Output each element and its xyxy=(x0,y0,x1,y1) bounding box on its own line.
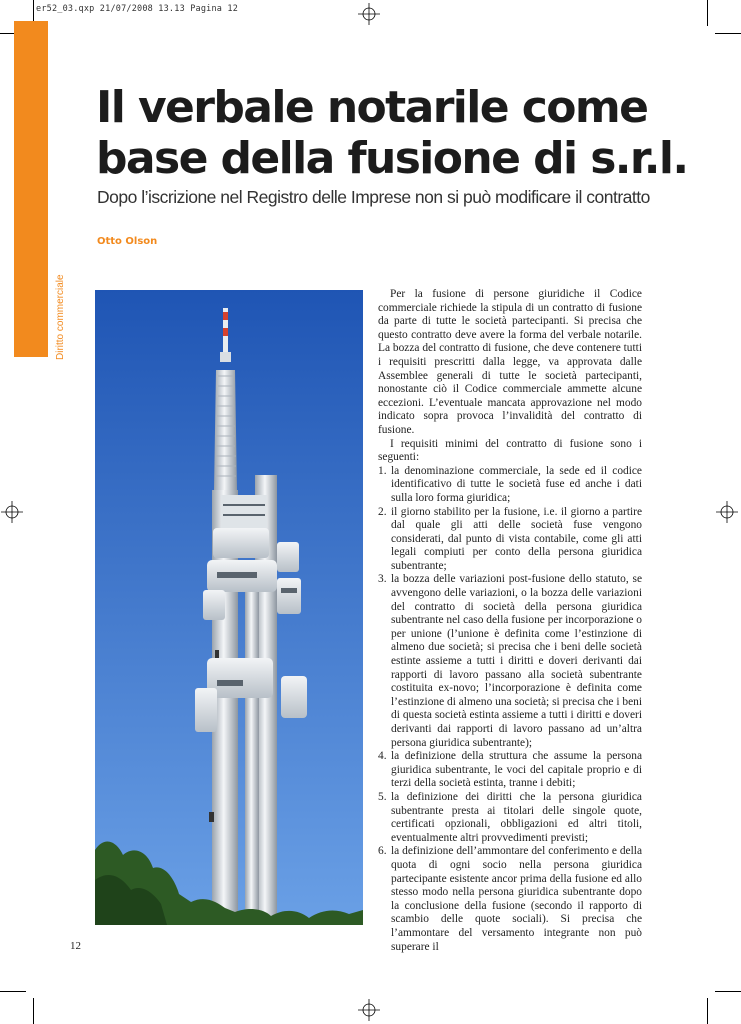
paragraph: I requisiti minimi del contratto di fusione sono i seguenti: xyxy=(378,437,642,464)
registration-mark-icon xyxy=(1,501,23,523)
article-title: Il verbale notarile come base della fusione di s.r.l. xyxy=(96,82,688,184)
list-text: il giorno stabilito per la fusione, i.e. il giorno a partire dal quale gli atti delle società fuse vengono considerati, dal punto di vista contabile, come gli atti legali compiuti per conto della persona giuridica subentrante; xyxy=(391,505,642,572)
list-item xyxy=(378,465,642,506)
list-item xyxy=(378,573,642,750)
list-item xyxy=(378,750,642,791)
crop-mark xyxy=(33,998,34,1024)
registration-mark-icon xyxy=(358,999,380,1021)
section-label: Diritto commerciale xyxy=(55,274,66,360)
article-body xyxy=(378,288,642,954)
crop-mark xyxy=(0,991,26,992)
list-number: 6. xyxy=(378,845,387,858)
crop-mark xyxy=(707,998,708,1024)
list-text: la definizione dell’ammontare del conferimento e della quota di ogni socio nella persona giuridica partecipante esistente ancor prima della fusione ed allo stesso modo nella persona giuridica subentrante dopo la conclusione della fusione (secondo il rapporto di scambio delle quote sociali). Si precisa che l’ammontare del versamento integrante non può superare il xyxy=(391,845,642,953)
list-text: la definizione dei diritti che la persona giuridica subentrante presta ai titolari delle singole quote, certificati opzionali, obbligazioni ed altri titoli, eventualmente altri provvedimenti previsti; xyxy=(391,790,642,844)
requirements-list xyxy=(378,465,642,954)
list-text: la denominazione commerciale, la sede ed il codice identificativo di tutte le società fuse ed anche i dati sulla loro forma giuridica; xyxy=(391,464,642,504)
list-number: 2. xyxy=(378,505,387,518)
article-subtitle: Dopo l’iscrizione nel Registro delle Imprese non si può modificare il contratto xyxy=(97,187,650,207)
list-item xyxy=(378,845,642,954)
crop-mark xyxy=(707,0,708,26)
list-number: 3. xyxy=(378,573,387,586)
registration-mark-icon xyxy=(716,501,738,523)
paragraph: Per la fusione di persone giuridiche il Codice commerciale richiede la stipula di un contratto di fusione da parte di tutte le società partecipanti. Si precisa che questo contratto deve avere la forma del verbale notarile. La bozza del contratto di fusione, che deve contenere tutti i requisiti prescritti dalla legge, va approvata dalle Assemblee generali di tutte le società partecipanti, nonostante ciò il Codice commerciale ammette alcune eccezioni. L’eventuale mancata approvazione nel modo indicato sopra provoca l’invalidità del contratto di fusione. xyxy=(378,288,642,436)
list-item xyxy=(378,791,642,845)
list-number: 4. xyxy=(378,750,387,763)
article-author: Otto Olson xyxy=(97,236,158,247)
list-text: la definizione della struttura che assume la persona giuridica subentrante, le voci del capitale proprio e di terzi della società estinta, tranne i debiti; xyxy=(391,750,642,790)
crop-mark xyxy=(715,991,741,992)
print-slug: er52_03.qxp 21/07/2008 13.13 Pagina 12 xyxy=(36,4,239,14)
registration-mark-icon xyxy=(358,3,380,25)
list-number: 5. xyxy=(378,790,387,803)
tower-photo xyxy=(95,290,363,925)
crop-mark xyxy=(715,33,741,34)
list-text: la bozza delle variazioni post-fusione dello statuto, se avvengono delle variazioni, o la bozza delle variazioni del contratto di società della persona giuridica subentrante nel caso della fusione per incorporazione o per unione (l’unione è definita come l’estinzione di almeno due società; si precisa che i beni delle società estinte assieme a tutti i diritti e doveri derivanti dai rapporti di lavoro passano alla società subentrante costituita ex-novo; l’incorporazione è definita come l’estinzione di almeno una società; si precisa che i beni di questa società estinta assieme a tutti i diritti e doveri derivanti dai rapporti di lavoro passano ad un’altra persona giuridica subentrante); xyxy=(391,573,642,749)
list-number: 1. xyxy=(378,464,387,477)
section-color-bar xyxy=(14,21,48,357)
list-item xyxy=(378,506,642,574)
page-number: 12 xyxy=(70,940,81,952)
